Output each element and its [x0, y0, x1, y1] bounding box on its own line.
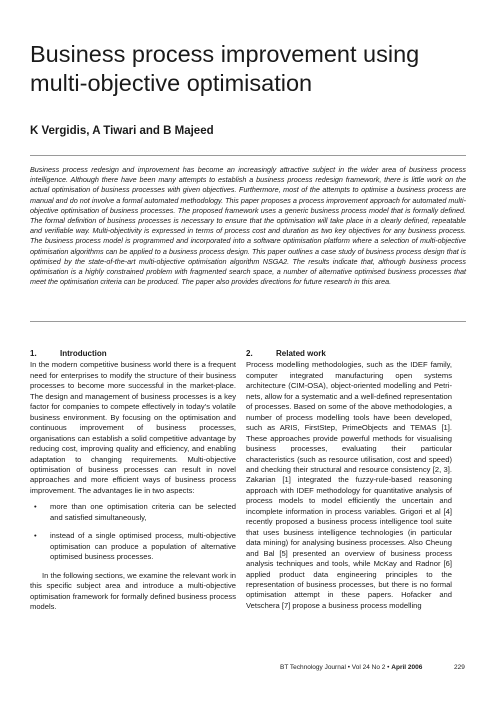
abstract: Business process redesign and improvement has become an increasingly attractive subject in the wider area of business process intelligence. Although there have been many attempts to establish a business process redesign framework, there is little work on the actual optimisation of business processes with given objectives. Furthermore, most of the attempts to optimise a business process are manual and do not involve a formal automated methodology. This paper proposes a process improvement approach for automated multi-objective optimisation of business processes. The proposed framework uses a generic business process model that is formally defined. The formal definition of business processes is necessary to ensure that the optimisation will take place in a clearly defined, repeatable and verifiable way. Multi-objectivity is expressed in terms of process cost and duration as two key objectives for any business process. The business process model is programmed and incorporated into a software optimisation platform where a selection of multi-objective optimisation algorithms can be applied to a business process design. This paper outlines a case study of business process design that is optimised by the state-of-the-art multi-objective optimisation algorithm NSGA2. The results indicate that, although business process optimisation is a highly constrained problem with fragmented search space, a number of alternative optimised business processes that meet the optimisation criteria can be produced. The paper also provides directions for future research in this area. [30, 165, 466, 287]
journal-footer [280, 664, 422, 671]
top-divider [30, 155, 466, 156]
list-item-text: more than one optimisation criteria can be selected and satisfied simultaneously, [50, 502, 236, 522]
list-item [30, 502, 236, 523]
intro-paragraph-2: In the following sections, we examine the relevant work in this specific subject area and introduce a multi-objective optimisation framework for formally defined business process models. [30, 570, 236, 611]
intro-paragraph-1: In the modern competitive business world there is a frequent need for enterprises to modify the structure of their business processes to become more successful in the market-place. The design and management of business processes is a key factor for companies to compete effectively in today’s volatile business environment. By focusing on the optimisation and continuous improvement of business processes, organisations can establish a solid competitive advantage by reducing cost, improving quality and efficiency, and enabling adaptation to changing requirements. Multi-objective optimisation of business processes can result in novel approaches and more efficient ways of business process improvement. The advantages lie in two aspects: [30, 360, 236, 495]
list-item-text: instead of a single optimised process, multi-objective optimisation can produce a population of alternative optimised business processes. [50, 531, 236, 562]
section-title: Introduction [60, 349, 107, 358]
bottom-divider [30, 321, 466, 322]
authors: K Vergidis, A Tiwari and B Majeed [30, 125, 214, 137]
journal-info: BT Technology Journal • Vol 24 No 2 • [280, 664, 390, 671]
list-item [30, 531, 236, 562]
advantages-list [30, 502, 236, 562]
section-heading-related-work [246, 349, 452, 359]
bullet-icon: • [34, 502, 37, 512]
section-number: 1. [30, 349, 37, 358]
issue-date: April 2006 [391, 664, 423, 671]
left-column [30, 349, 236, 612]
section-number: 2. [246, 349, 253, 358]
section-title: Related work [276, 349, 326, 358]
page-number: 229 [454, 664, 465, 671]
section-heading-introduction [30, 349, 236, 359]
bullet-icon: • [34, 531, 37, 541]
related-paragraph-1: Process modelling methodologies, such as the IDEF family, computer integrated manufacturing open systems architecture (CIM-OSA), object-oriented modelling and Petri-nets, allow for a systematic and a well-defined representation of processes. Based on some of the above methodologies, a number of process modelling tools have been developed, such as ARIS, FirstStep, PrimeObjects and TEMAS [1]. These approaches provide powerful methods for visualising business processes, evaluating their particular characteristics (such as resource utilisation, cost and speed) and checking their structural and resource consistency [2, 3]. Zakarian [1] integrated the fuzzy-rule-based reasoning approach with IDEF methodology for quantitative analysis of process models to model efficiently the uncertain and incomplete information in process variables. Grigori et al [4] recently proposed a business process intelligence tool suite that uses business intelligence technologies (in particular data mining) for analysing business processes. Also Cheung and Bal [5] presented an overview of business process analysis techniques and tools, while McKay and Radnor [6] applied product data engineering principles to the representation of business processes, but there is no formal optimisation attempt in these papers. Hofacker and Vetschera [7] propose a business process modelling [246, 360, 452, 610]
paper-title: Business process improvement using multi-objective optimisation [30, 41, 420, 96]
right-column [246, 349, 452, 611]
